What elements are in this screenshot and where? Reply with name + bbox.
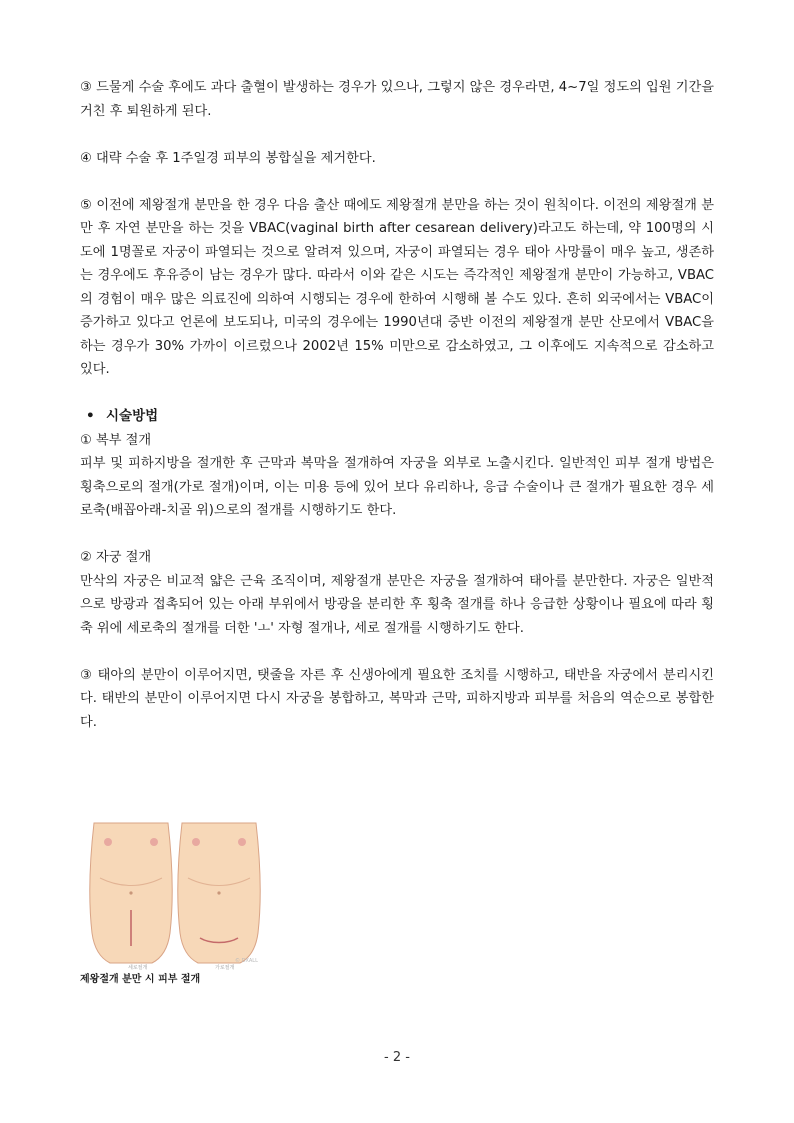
incision-illustration [80,818,270,988]
section-heading [80,405,714,429]
step1-text: 피부 및 피하지방을 절개한 후 근막과 복막을 절개하여 자궁을 외부로 노출시킨다. 일반적인 피부 절개 방법은 횡축으로의 절개(가로 절개)이며, 이는 미용 등에 있어 보다 유리하나, 응급 수술이나 큰 절개가 필요한 경우 세로축(배꼽아래-치골 위)으로의 절개를 시행하기도 한다. [80,456,714,518]
paragraph-suture-removal: ④ 대략 수술 후 1주일경 피부의 봉합실을 제거한다. [80,150,376,166]
section-title: 시술방법 [106,408,159,424]
torso-left [90,823,172,963]
step3-text: ③ 태아의 분만이 이루어지면, 탯줄을 자른 후 신생아에게 필요한 조치를 시행하고, 태반을 자궁에서 분리시킨다. 태반의 분만이 이루어지면 다시 자궁을 봉합하고, 복막과 근막, 피하지방과 피부를 처음의 역순으로 봉합한다. [80,667,714,730]
figure-watermark: © DXALL [235,958,258,964]
step1-heading: ① 복부 절개 [80,432,152,448]
figure-label-horizontal: 가로절개 [215,965,235,971]
torso-right [178,823,260,963]
figure-caption: 제왕절개 분만 시 피부 절개 [80,974,201,985]
step2-text: 만삭의 자궁은 비교적 얇은 근육 조직이며, 제왕절개 분만은 자궁을 절개하여 태아를 분만한다. 자궁은 일반적으로 방광과 접촉되어 있는 아래 부위에서 방광을 분리한 후 횡축 절개를 하나 응급한 상황이나 필요에 따라 횡축 위에 세로축의 절개를 더한 'ㅗ' 자형 절개나, 세로 절개를 시행하기도 한다. [80,573,714,636]
bullet-icon: • [86,408,95,424]
page-number: - 2 - [384,1050,410,1065]
paragraph-vbac: ⑤ 이전에 제왕절개 분만을 한 경우 다음 출산 때에도 제왕절개 분만을 하는 것이 원칙이다. 이전의 제왕절개 분만 후 자연 분만을 하는 것을 VBAC(vaginal birth after cesarean delivery)라고도 하는데, 약 100명의 시도에 1명꼴로 자궁이 파열되는 것으로 알려져 있으며, 자궁이 파열되는 경우 태아 사망률이 매우 높고, 생존하는 경우에도 후유증이 남는 경우가 많다. 따라서 이와 같은 시도는 즉각적인 제왕절개 분만이 가능하고, VBAC의 경험이 매우 많은 의료진에 의하여 시행되는 경우에 한하여 시행해 볼 수도 있다. 흔히 외국에서는 VBAC이 증가하고 있다고 언론에 보도되나, 미국의 경우에는 1990년대 중반 이전의 제왕절개 분만 산모에서 VBAC을 하는 경우가 30% 가까이 이르렀으나 2002년 15% 미만으로 감소하였고, 그 이후에도 지속적으로 감소하고 있다. [80,197,714,377]
incision-illustration-svg [80,818,270,973]
step2-heading: ② 자궁 절개 [80,550,152,565]
page-body [80,76,714,734]
paragraph-discharge: ③ 드물게 수술 후에도 과다 출혈이 발생하는 경우가 있으나, 그렇지 않은 경우라면, 4~7일 정도의 입원 기간을 거친 후 퇴원하게 된다. [80,80,714,119]
figure-label-vertical: 세로절개 [128,965,148,971]
